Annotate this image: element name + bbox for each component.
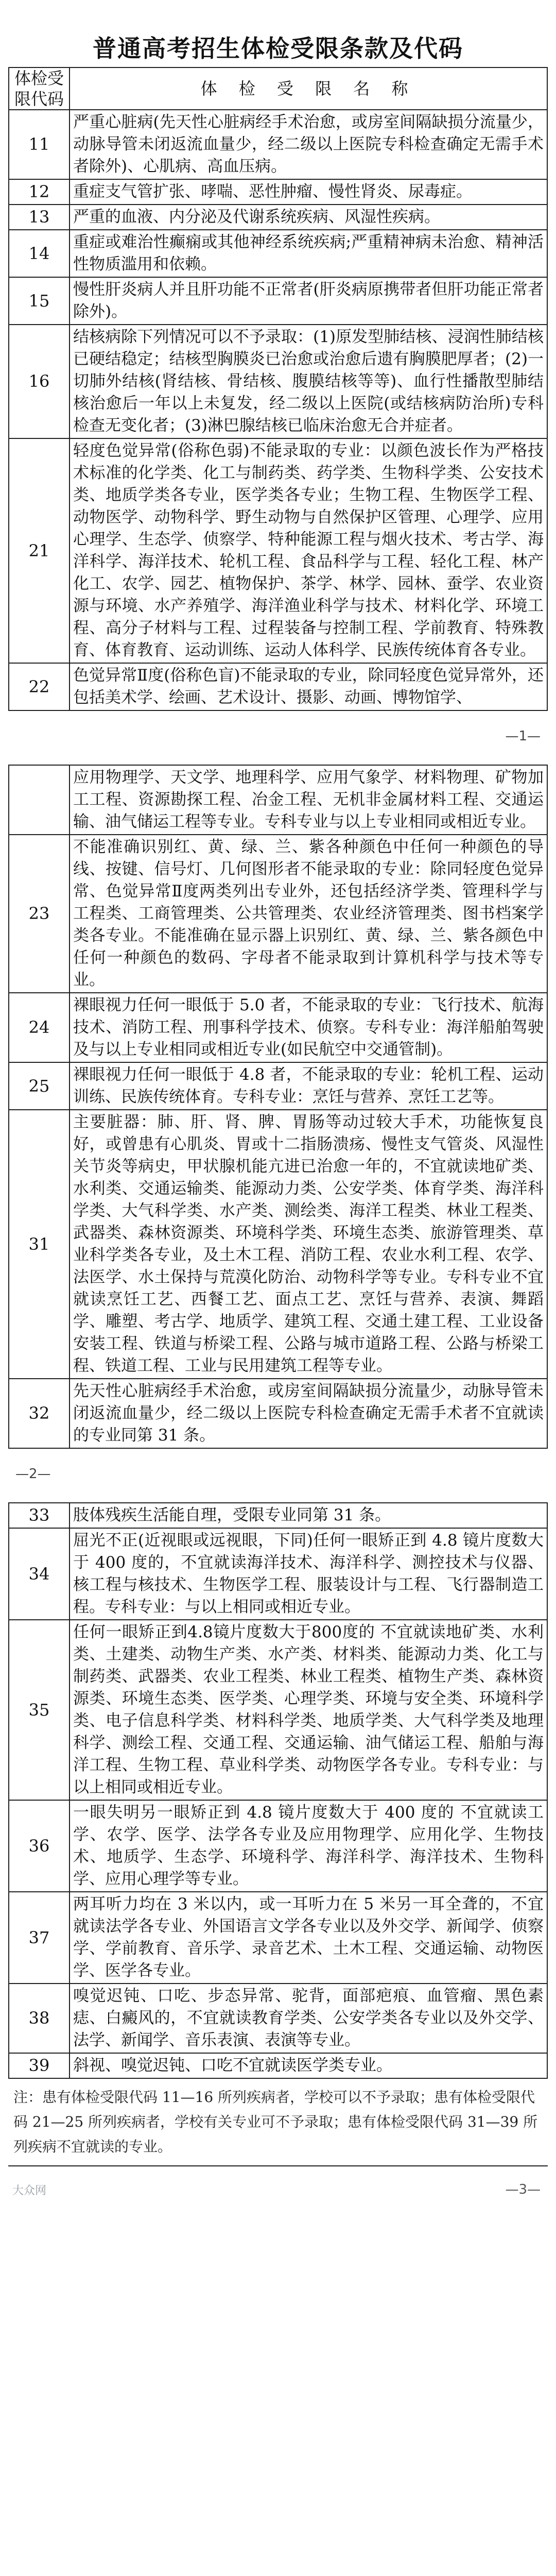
table-row (9, 277, 547, 325)
watermark-logo: 大众网 (12, 2184, 47, 2197)
restriction-description: 屈光不正(近视眼或远视眼，下同)任何一眼矫正到 4.8 镜片度数大于 400 度的，不宜就读海洋技术、海洋科学、测控技术与仪器、核工程与核技术、生物医学工程、服装设计与工程、飞行器制造工程。专科专业：与以上相同或相近专业。 (70, 1528, 547, 1620)
restriction-description: 重症支气管扩张、哮喘、恶性肿瘤、慢性肾炎、尿毒症。 (70, 179, 547, 205)
restriction-code: 37 (9, 1892, 70, 1984)
restriction-description: 严重的血液、内分泌及代谢系统疾病、风湿性疾病。 (70, 205, 547, 230)
restriction-code: 11 (9, 110, 70, 179)
page-number: —1— (505, 728, 541, 744)
restriction-code: 39 (9, 2053, 70, 2078)
table-body-1 (9, 110, 547, 710)
name-column-header: 体 检 受 限 名 称 (70, 67, 547, 110)
table-row (9, 1892, 547, 1984)
footnote: 注：患有体检受限代码 11—16 所列疾病者，学校可以不予录取；患有体检受限代码 21—25 所列疾病者，学校有关专业可不予录取；患有体检受限代码 31—39 所列疾病不宜就读的专业。 (8, 2079, 548, 2166)
table-row (9, 205, 547, 230)
restriction-description: 嗅觉迟钝、口吃、步态异常、驼背，面部疤痕、血管瘤、黑色素痣、白癜风的，不宜就读教育学类、公安学类各专业以及外交学、法学、新闻学、音乐表演、表演等专业。 (70, 1984, 547, 2053)
restriction-table-part-1 (8, 67, 548, 711)
restriction-code: 14 (9, 230, 70, 277)
page-title: 普通高考招生体检受限条款及代码 (93, 35, 463, 62)
restriction-code: 32 (9, 1379, 70, 1448)
table-row (9, 1620, 547, 1800)
restriction-description: 严重心脏病(先天性心脏病经手术治愈，或房室间隔缺损分流量少，动脉导管未闭返流血量少，经二级以上医院专科检查确定无需手术者除外)、心肌病、高血压病。 (70, 110, 547, 179)
code-column-header: 体检受限代码 (9, 67, 70, 110)
restriction-table-part-2 (8, 765, 548, 1449)
table-header (9, 67, 547, 110)
table-row (9, 663, 547, 710)
restriction-description: 裸眼视力任何一眼低于 4.8 者，不能录取的专业：轮机工程、运动训练、民族传统体育。专科专业：烹饪与营养、烹饪工艺等。 (70, 1062, 547, 1110)
table-row (9, 230, 547, 277)
restriction-description: 色觉异常Ⅱ度(俗称色盲)不能录取的专业，除同轻度色觉异常外，还包括美术学、绘画、艺术设计、摄影、动画、博物馆学、 (70, 663, 547, 710)
restriction-code: 36 (9, 1800, 70, 1892)
table-row (9, 438, 547, 663)
table-row (9, 1984, 547, 2053)
restriction-description: 不能准确识别红、黄、绿、兰、紫各种颜色中任何一种颜色的导线、按键、信号灯、几何图形者不能录取的专业：除同轻度色觉异常、色觉异常Ⅱ度两类列出专业外，还包括经济学类、管理科学与工程类、工商管理类、公共管理类、农业经济管理类、图书档案学类各专业。不能准确在显示器上识别红、黄、绿、兰、紫各颜色中任何一种颜色的数码、字母者不能录取到计算机科学与技术等专业。 (70, 835, 547, 993)
restriction-description: 应用物理学、天文学、地理科学、应用气象学、材料物理、矿物加工工程、资源勘探工程、冶金工程、无机非金属材料工程、交通运输、油气储运工程等专业。专科专业与以上专业相同或相近专业。 (70, 765, 547, 835)
restriction-code: 33 (9, 1503, 70, 1528)
restriction-code: 25 (9, 1062, 70, 1110)
restriction-description: 斜视、嗅觉迟钝、口吃不宜就读医学类专业。 (70, 2053, 547, 2078)
page-marker-2 (0, 1449, 556, 1502)
page-number: —2— (15, 1466, 51, 1482)
table-row (9, 1062, 547, 1110)
restriction-code: 38 (9, 1984, 70, 2053)
page-number: —3— (505, 2182, 541, 2197)
table-row (9, 325, 547, 438)
restriction-table-part-3 (8, 1502, 548, 2079)
table-body-2 (9, 765, 547, 1448)
restriction-code: 23 (9, 835, 70, 993)
table-row (9, 110, 547, 179)
restriction-code: 22 (9, 663, 70, 710)
table-row (9, 2053, 547, 2078)
table-row (9, 835, 547, 993)
restriction-code: 24 (9, 993, 70, 1062)
restriction-code: 21 (9, 438, 70, 663)
table-row (9, 1800, 547, 1892)
restriction-description: 肢体残疾生活能自理，受限专业同第 31 条。 (70, 1503, 547, 1528)
restriction-code: 16 (9, 325, 70, 438)
restriction-code (9, 765, 70, 835)
restriction-description: 裸眼视力任何一眼低于 5.0 者，不能录取的专业：飞行技术、航海技术、消防工程、刑事科学技术、侦察。专科专业：海洋船舶驾驶及与以上专业相同或相近专业(如民航空中交通管制)。 (70, 993, 547, 1062)
restriction-code: 13 (9, 205, 70, 230)
restriction-description: 一眼失明另一眼矫正到 4.8 镜片度数大于 400 度的 不宜就读工学、农学、医学、法学各专业及应用物理学、应用化学、生物技术、地质学、生态学、环境科学、海洋科学、海洋技术、生物科学、应用心理学等专业。 (70, 1800, 547, 1892)
restriction-description: 先天性心脏病经手术治愈，或房室间隔缺损分流量少，动脉导管未闭返流血量少，经二级以上医院专科检查确定无需手术者不宜就读的专业同第 31 条。 (70, 1379, 547, 1448)
restriction-code: 31 (9, 1110, 70, 1379)
table-row (9, 1528, 547, 1620)
restriction-description: 重症或难治性癫痫或其他神经系统疾病;严重精神病未治愈、精神活性物质滥用和依赖。 (70, 230, 547, 277)
restriction-description: 慢性肝炎病人并且肝功能不正常者(肝炎病原携带者但肝功能正常者除外)。 (70, 277, 547, 325)
table-row (9, 1379, 547, 1448)
table-row (9, 765, 547, 835)
restriction-description: 两耳听力均在 3 米以内，或一耳听力在 5 米另一耳全聋的，不宜就读法学各专业、外国语言文学各专业以及外交学、新闻学、侦察学、学前教育、音乐学、录音艺术、土木工程、交通运输、动物医学、医学各专业。 (70, 1892, 547, 1984)
table-body-3 (9, 1503, 547, 2078)
page-marker-1 (0, 711, 556, 765)
restriction-code: 35 (9, 1620, 70, 1800)
table-row (9, 179, 547, 205)
table-row (9, 1503, 547, 1528)
table-row (9, 1110, 547, 1379)
table-row (9, 993, 547, 1062)
restriction-code: 15 (9, 277, 70, 325)
restriction-description: 结核病除下列情况可以不予录取：(1)原发型肺结核、浸润性肺结核已硬结稳定；结核型胸膜炎已治愈或治愈后遗有胸膜肥厚者；(2)一切肺外结核(肾结核、骨结核、腹膜结核等等)、血行性播散型肺结核治愈后一年以上未复发，经二级以上医院(或结核病防治所)专科检查无变化者；(3)淋巴腺结核已临床治愈无合并症者。 (70, 325, 547, 438)
restriction-description: 任何一眼矫正到4.8镜片度数大于800度的 不宜就读地矿类、水利类、土建类、动物生产类、水产类、材料类、能源动力类、化工与制药类、武器类、农业工程类、林业工程类、植物生产类、森林资源类、环境生态类、医学类、心理学类、环境与安全类、环境科学类、电子信息科学类、材料科学类、地质学类、大气科学类及地理科学、测绘工程、交通工程、交通运输、油气储运工程、船舶与海洋工程、生物工程、草业科学类、动物医学各专业。专科专业：与以上相同或相近专业。 (70, 1620, 547, 1800)
page-footer (0, 2166, 556, 2202)
restriction-description: 主要脏器：肺、肝、肾、脾、胃肠等动过较大手术，功能恢复良好，或曾患有心肌炎、胃或十二指肠溃疡、慢性支气管炎、风湿性关节炎等病史，甲状腺机能亢进已治愈一年的，不宜就读地矿类、水利类、交通运输类、能源动力类、公安学类、体育学类、海洋科学类、大气科学类、水产类、测绘类、海洋工程类、林业工程类、武器类、森林资源类、环境科学类、环境生态类、旅游管理类、草业科学类各专业，及土木工程、消防工程、农业水利工程、农学、法医学、水土保持与荒漠化防治、动物科学等专业。专科专业不宜就读烹饪工艺、西餐工艺、面点工艺、烹饪与营养、表演、舞蹈学、雕塑、考古学、地质学、建筑工程、交通土建工程、工业设备安装工程、铁道与桥梁工程、公路与城市道路工程、公路与桥梁工程、铁道工程、工业与民用建筑工程等专业。 (70, 1110, 547, 1379)
restriction-description: 轻度色觉异常(俗称色弱)不能录取的专业：以颜色波长作为严格技术标准的化学类、化工与制药类、药学类、生物科学类、公安技术类、地质学类各专业，医学类各专业；生物工程、生物医学工程、动物医学、动物科学、野生动物与自然保护区管理、心理学、应用心理学、生态学、侦察学、特种能源工程与烟火技术、考古学、海洋科学、海洋技术、轮机工程、食品科学与工程、轻化工程、林产化工、农学、园艺、植物保护、茶学、林学、园林、蚕学、农业资源与环境、水产养殖学、海洋渔业科学与技术、材料化学、环境工程、高分子材料与工程、过程装备与控制工程、学前教育、特殊教育、体育教育、运动训练、运动人体科学、民族传统体育各专业。 (70, 438, 547, 663)
restriction-code: 34 (9, 1528, 70, 1620)
restriction-code: 12 (9, 179, 70, 205)
